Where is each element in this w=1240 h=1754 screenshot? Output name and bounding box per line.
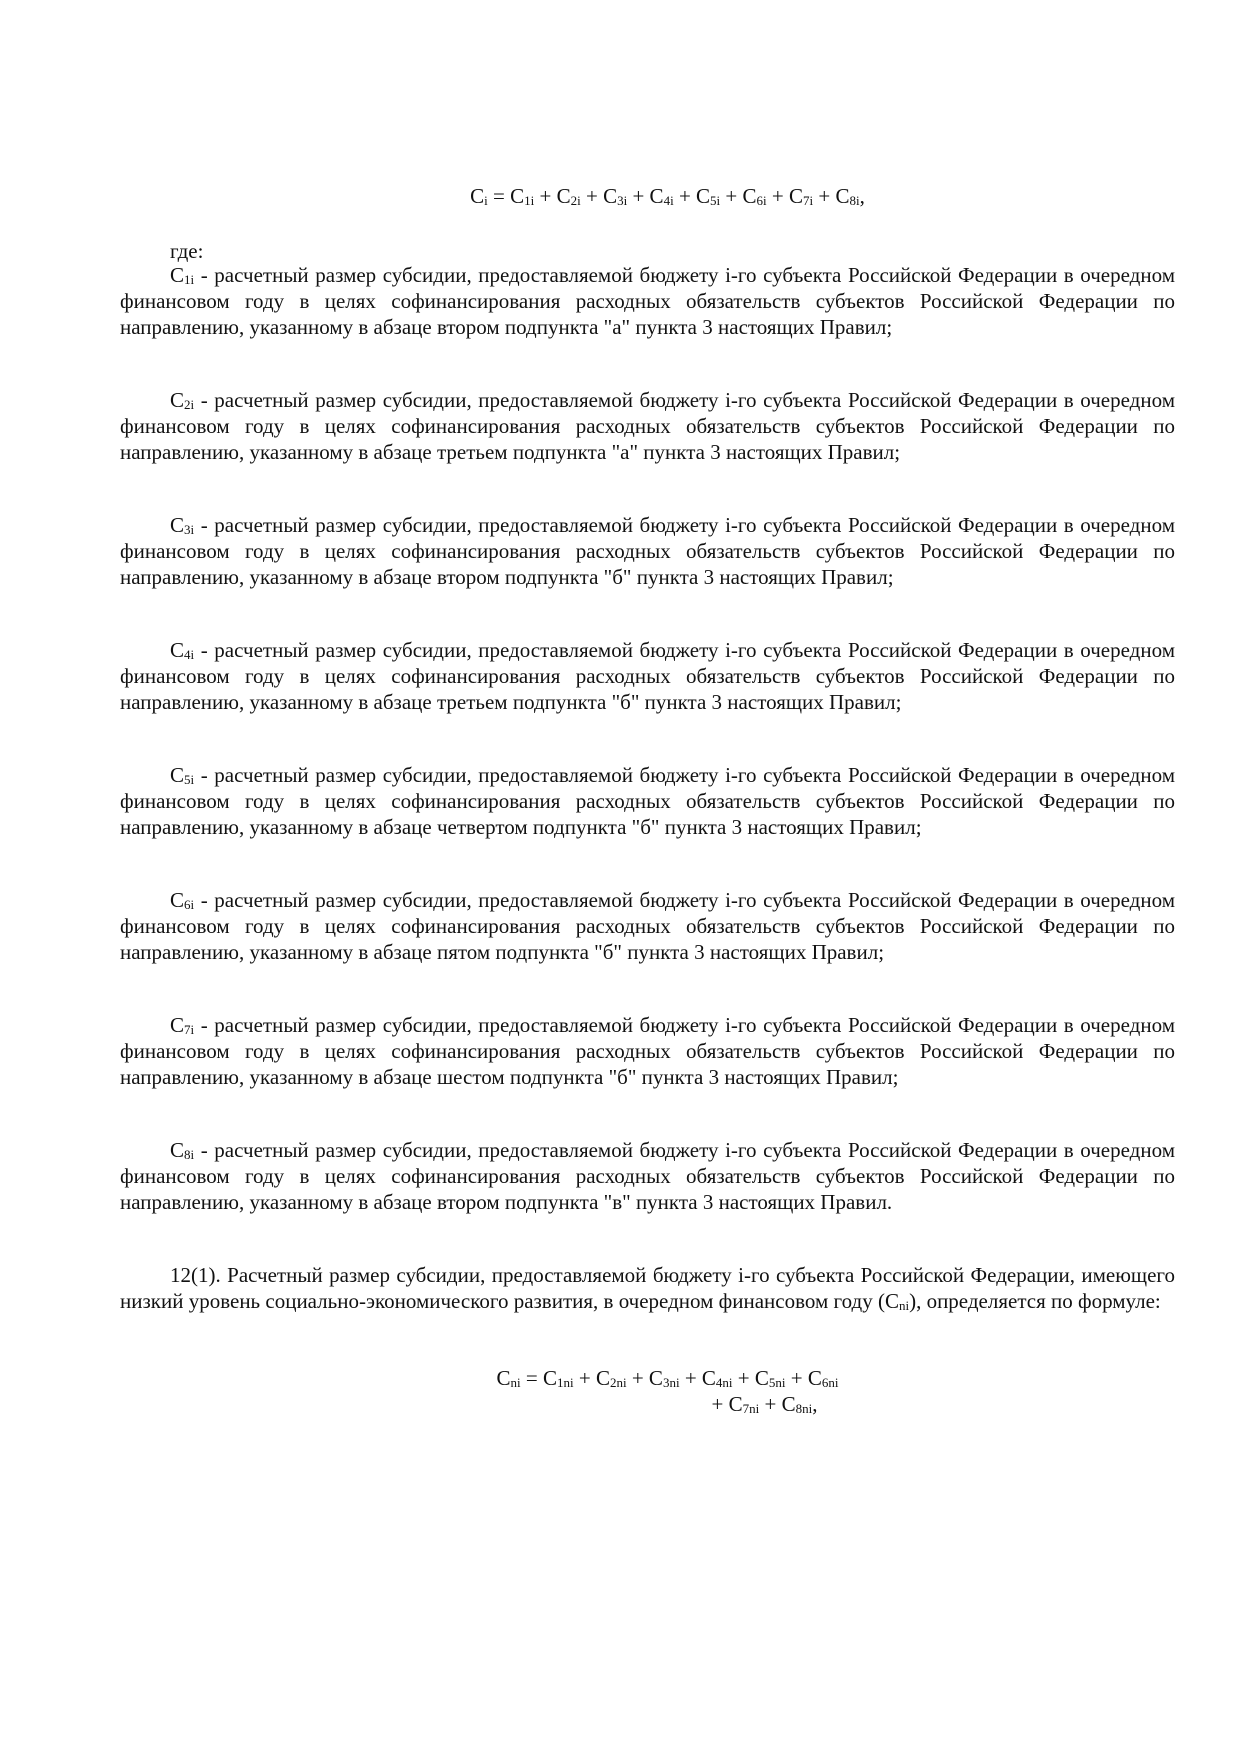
section-text-end: ), определяется по формуле: bbox=[909, 1289, 1161, 1313]
term-sub: 8ni bbox=[795, 1401, 813, 1416]
plus: + bbox=[626, 1366, 649, 1390]
plus: + bbox=[732, 1366, 755, 1390]
def-symbol-sub: 4i bbox=[184, 647, 195, 662]
term-sub: 5ni bbox=[768, 1375, 786, 1390]
term-sub: 4i bbox=[663, 193, 674, 208]
formula-end: , bbox=[859, 184, 865, 208]
term: C bbox=[542, 1366, 557, 1390]
definition-c6i bbox=[120, 887, 1175, 965]
term: C bbox=[595, 1366, 610, 1390]
definition-c7i bbox=[120, 1012, 1175, 1090]
def-symbol: C bbox=[170, 1138, 185, 1162]
term-sub: 3i bbox=[617, 193, 628, 208]
term: C bbox=[789, 184, 804, 208]
term-sub: 2ni bbox=[609, 1375, 627, 1390]
def-symbol: C bbox=[170, 888, 185, 912]
def-text: - расчетный размер субсидии, предоставляемой бюджету i-го субъекта Российской Федерации в очередном финансовом году в целях софинансирования расходных обязательств субъектов Российской Федерации по направлению, указанному в абзаце четвертом подпункта "б" пункта 3 настоящих Правил; bbox=[120, 763, 1175, 839]
plus: + bbox=[679, 1366, 702, 1390]
section-text: 12(1). Расчетный размер субсидии, предоставляемой бюджету i-го субъекта Российской Федерации, имеющего низкий уровень социально-экономического развития, в очередном финансовом году ( bbox=[120, 1263, 1175, 1313]
def-symbol-sub: 6i bbox=[184, 897, 195, 912]
term: C bbox=[696, 184, 711, 208]
plus: + bbox=[573, 1366, 596, 1390]
term-sub: 7i bbox=[803, 193, 814, 208]
definition-c2i bbox=[120, 387, 1175, 465]
def-text: - расчетный размер субсидии, предоставляемой бюджету i-го субъекта Российской Федерации в очередном финансовом году в целях софинансирования расходных обязательств субъектов Российской Федерации по направлению, указанному в абзаце третьем подпункта "б" пункта 3 настоящих Правил; bbox=[120, 638, 1175, 714]
def-symbol-sub: 1i bbox=[184, 272, 195, 287]
term: C bbox=[603, 184, 618, 208]
term: C bbox=[510, 184, 525, 208]
formula-cni bbox=[120, 1365, 1175, 1417]
def-text: - расчетный размер субсидии, предоставляемой бюджету i-го субъекта Российской Федерации в очередном финансовом году в целях софинансирования расходных обязательств субъектов Российской Федерации по направлению, указанному в абзаце втором подпункта "б" пункта 3 настоящих Правил; bbox=[120, 513, 1175, 589]
formula-lhs-sub: ni bbox=[510, 1375, 521, 1390]
term: C bbox=[807, 1366, 822, 1390]
definition-c4i bbox=[120, 637, 1175, 715]
section-12-1 bbox=[120, 1262, 1175, 1314]
def-symbol-sub: 3i bbox=[184, 522, 195, 537]
term: C bbox=[556, 184, 571, 208]
formula-end: , bbox=[812, 1392, 818, 1416]
plus: + bbox=[711, 1392, 729, 1416]
term: C bbox=[754, 1366, 769, 1390]
def-symbol: C bbox=[170, 638, 185, 662]
formula-cni-line1 bbox=[140, 1365, 1195, 1391]
term-sub: 1ni bbox=[556, 1375, 574, 1390]
formula-eq: = bbox=[487, 184, 511, 208]
def-symbol-sub: 8i bbox=[184, 1147, 195, 1162]
plus: + bbox=[580, 184, 604, 208]
definition-c8i bbox=[120, 1137, 1175, 1215]
def-text: - расчетный размер субсидии, предоставляемой бюджету i-го субъекта Российской Федерации в очередном финансовом году в целях софинансирования расходных обязательств субъектов Российской Федерации по направлению, указанному в абзаце втором подпункта "в" пункта 3 настоящих Правил. bbox=[120, 1138, 1175, 1214]
plus: + bbox=[766, 184, 789, 208]
term: C bbox=[648, 1366, 663, 1390]
term: C bbox=[781, 1392, 796, 1416]
section-symbol-sub: ni bbox=[898, 1298, 910, 1313]
plus: + bbox=[534, 184, 557, 208]
term-sub: 8i bbox=[849, 193, 860, 208]
def-symbol: C bbox=[170, 763, 185, 787]
definition-c3i bbox=[120, 512, 1175, 590]
plus: + bbox=[785, 1366, 808, 1390]
plus: + bbox=[813, 184, 836, 208]
plus: + bbox=[673, 184, 697, 208]
term: C bbox=[649, 184, 664, 208]
section-symbol: C bbox=[884, 1289, 899, 1313]
term: C bbox=[742, 184, 757, 208]
formula-ci-expression bbox=[470, 184, 865, 208]
def-symbol: C bbox=[170, 388, 185, 412]
definition-c1i bbox=[120, 262, 1175, 340]
term-sub: 7ni bbox=[742, 1401, 760, 1416]
def-symbol: C bbox=[170, 1013, 185, 1037]
term-sub: 3ni bbox=[662, 1375, 680, 1390]
formula-lhs: C bbox=[496, 1366, 511, 1390]
term-sub: 6i bbox=[756, 193, 767, 208]
formula-eq: = bbox=[520, 1366, 543, 1390]
plus: + bbox=[759, 1392, 782, 1416]
definition-c5i bbox=[120, 762, 1175, 840]
formula-lhs: C bbox=[470, 184, 485, 208]
def-text: - расчетный размер субсидии, предоставляемой бюджету i-го субъекта Российской Федерации в очередном финансовом году в целях софинансирования расходных обязательств субъектов Российской Федерации по направлению, указанному в абзаце третьем подпункта "а" пункта 3 настоящих Правил; bbox=[120, 388, 1175, 464]
formula-lhs-sub: i bbox=[484, 193, 488, 208]
formula-ci bbox=[120, 183, 1175, 209]
where-label: где: bbox=[170, 239, 204, 263]
formula-cni-line2 bbox=[237, 1391, 1240, 1417]
def-text: - расчетный размер субсидии, предоставляемой бюджету i-го субъекта Российской Федерации в очередном финансовом году в целях софинансирования расходных обязательств субъектов Российской Федерации по направлению, указанному в абзаце втором подпункта "а" пункта 3 настоящих Правил; bbox=[120, 263, 1175, 339]
term-sub: 2i bbox=[570, 193, 581, 208]
term-sub: 6ni bbox=[821, 1375, 839, 1390]
def-symbol: C bbox=[170, 263, 185, 287]
term-sub: 5i bbox=[710, 193, 721, 208]
term: C bbox=[728, 1392, 743, 1416]
def-symbol-sub: 7i bbox=[184, 1022, 195, 1037]
def-text: - расчетный размер субсидии, предоставляемой бюджету i-го субъекта Российской Федерации в очередном финансовом году в целях софинансирования расходных обязательств субъектов Российской Федерации по направлению, указанному в абзаце пятом подпункта "б" пункта 3 настоящих Правил; bbox=[120, 888, 1175, 964]
def-symbol-sub: 5i bbox=[184, 772, 195, 787]
term-sub: 1i bbox=[524, 193, 535, 208]
plus: + bbox=[627, 184, 650, 208]
plus: + bbox=[720, 184, 743, 208]
term: C bbox=[701, 1366, 716, 1390]
def-text: - расчетный размер субсидии, предоставляемой бюджету i-го субъекта Российской Федерации в очередном финансовом году в целях софинансирования расходных обязательств субъектов Российской Федерации по направлению, указанному в абзаце шестом подпункта "б" пункта 3 настоящих Правил; bbox=[120, 1013, 1175, 1089]
def-symbol: C bbox=[170, 513, 185, 537]
def-symbol-sub: 2i bbox=[184, 397, 195, 412]
term-sub: 4ni bbox=[715, 1375, 733, 1390]
term: C bbox=[835, 184, 850, 208]
